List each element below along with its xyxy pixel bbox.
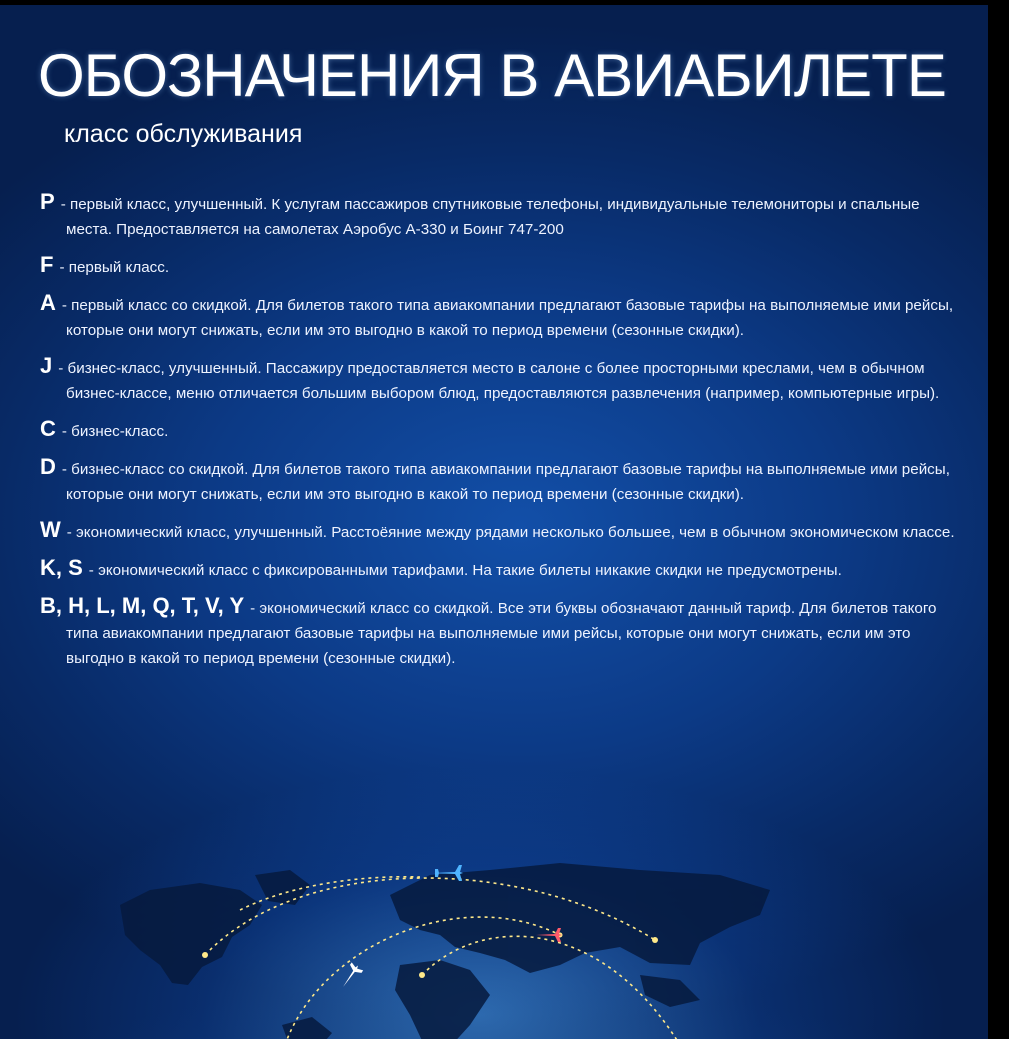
class-code: F xyxy=(40,252,54,277)
class-code: D xyxy=(40,454,56,479)
class-entry-p xyxy=(40,189,960,242)
class-code: P xyxy=(40,189,55,214)
class-description: - экономический класс со скидкой. Все эти буквы обозначают данный тариф. Для билетов такого типа авиакомпании предлагают базовые тарифы на выполняемые ими рейсы, которые они могут снижать, если им это выгодно в какой то период времени (сезонные скидки). xyxy=(66,600,937,667)
class-description: - экономический класс с фиксированными тарифами. На такие билеты никакие скидки не предусмотрены. xyxy=(88,562,842,579)
class-entry-d xyxy=(40,454,960,507)
page-title: ОБОЗНАЧЕНИЯ В АВИАБИЛЕТЕ xyxy=(38,42,946,109)
class-description: - бизнес-класс, улучшенный. Пассажиру предоставляется место в салоне с более просторными креслами, чем в обычном бизнес-классе, меню отличается большим выбором блюд, предоставляются развлечения (например, компьютерные игры). xyxy=(58,360,940,402)
class-description: - первый класс. xyxy=(59,259,170,276)
class-description: - первый класс со скидкой. Для билетов такого типа авиакомпании предлагают базовые тарифы на выполняемые ими рейсы, которые они могут снижать, если им это выгодно в какой то период времени (сезонные скидки). xyxy=(61,297,954,339)
class-entry-a xyxy=(40,290,960,343)
class-description: - бизнес-класс со скидкой. Для билетов такого типа авиакомпании предлагают базовые тарифы на выполняемые ими рейсы, которые они могут снижать, если им это выгодно в какой то период времени (сезонные скидки). xyxy=(61,461,950,503)
class-code: B, H, L, M, Q, T, V, Y xyxy=(40,593,245,618)
poster xyxy=(0,5,988,1039)
class-description: - бизнес-класс. xyxy=(61,423,169,440)
class-entry-f xyxy=(40,252,960,280)
class-list xyxy=(40,189,960,681)
world-map-illustration xyxy=(0,835,988,1039)
class-entry-ks xyxy=(40,555,960,583)
class-entry-economy-discount xyxy=(40,593,960,671)
class-entry-w xyxy=(40,517,960,545)
page-subtitle: класс обслуживания xyxy=(64,120,303,148)
class-entry-j xyxy=(40,353,960,406)
class-description: - первый класс, улучшенный. К услугам пассажиров спутниковые телефоны, индивидуальные телемониторы и спальные места. Предоставляется на самолетах Аэробус А-330 и Боинг 747-200 xyxy=(60,196,920,238)
class-code: A xyxy=(40,290,56,315)
class-code: K, S xyxy=(40,555,83,580)
class-code: C xyxy=(40,416,56,441)
class-code: J xyxy=(40,353,53,378)
class-description: - экономический класс, улучшенный. Расстоёяние между рядами несколько большее, чем в обычном экономическом классе. xyxy=(66,524,955,541)
class-code: W xyxy=(40,517,61,542)
class-entry-c xyxy=(40,416,960,444)
